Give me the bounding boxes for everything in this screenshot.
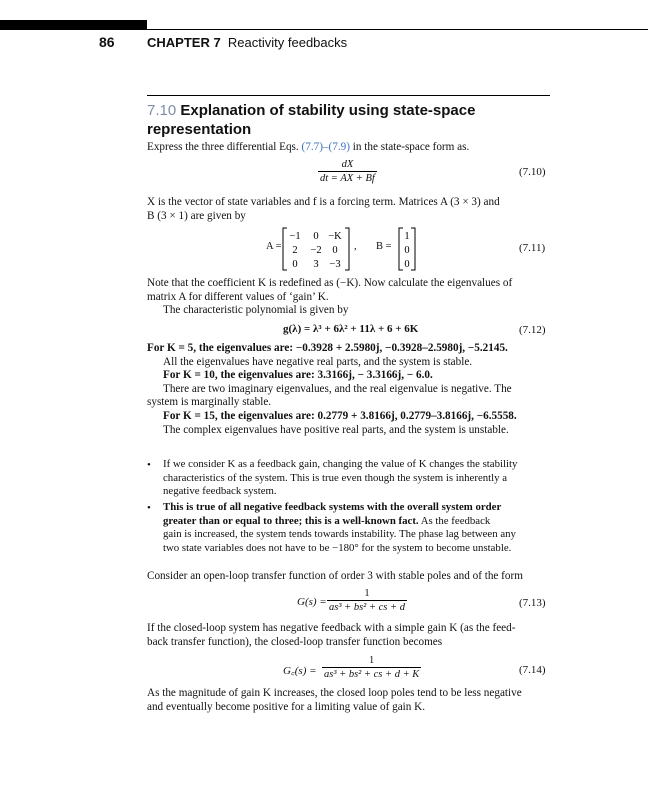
bullet-1-line3: negative feedback system. xyxy=(163,485,277,498)
matrix-a-right-bracket xyxy=(345,228,349,270)
state-vector-paragraph xyxy=(147,196,550,223)
state-vector-line2: B (3 × 1) are given by xyxy=(147,209,246,222)
matrix-b-cell: 0 xyxy=(404,259,410,270)
open-loop-paragraph: Consider an open-loop transfer function of order 3 with stable poles and of the form xyxy=(147,570,523,582)
intro-text: Express the three differential Eqs. xyxy=(147,141,302,153)
case-k15: For K = 15, the eigenvalues are: 0.2779 + 3.8166j, 0.2779–3.8166j, −6.5558. xyxy=(163,409,517,422)
coefficient-line3: The characteristic polynomial is given by xyxy=(163,304,349,317)
bullet-2-bold: greater than or equal to three; this is a well-known fact. xyxy=(163,514,419,527)
matrix-a-cell: 0 xyxy=(292,259,298,270)
chapter-title: Reactivity feedbacks xyxy=(227,35,348,50)
coefficient-line2: matrix A for different values of ‘gain’ K. xyxy=(147,290,329,303)
bullet-1-line1: If we consider K as a feedback gain, changing the value of K changes the stability xyxy=(163,458,518,470)
eq-7-13-denominator: as³ + bs² + cs + d xyxy=(329,602,405,613)
closed-loop-line1: If the closed-loop system has negative feedback with a simple gain K (as the feed- xyxy=(147,622,516,634)
closed-loop-line2: back transfer function), the closed-loop transfer function becomes xyxy=(147,635,443,648)
matrix-a-left-bracket xyxy=(283,228,287,270)
matrix-a-cell: 2 xyxy=(292,245,298,256)
closed-loop-paragraph xyxy=(147,622,550,649)
matrix-a-cell: −1 xyxy=(289,231,301,242)
eq-7-13-numerator: 1 xyxy=(327,588,407,601)
intro-text-end: in the state-space form as. xyxy=(349,141,470,153)
matrix-a-cell: −3 xyxy=(329,259,341,270)
section-rule xyxy=(147,95,550,96)
bullet-2-line3: gain is increased, the system tends towards instability. The phase lag between any xyxy=(163,528,516,541)
equation-number-7-13: (7.13) xyxy=(519,597,546,609)
matrix-a-cell: 0 xyxy=(313,231,319,242)
eq-7-10-denominator: dt = AX + Bf xyxy=(320,173,375,184)
bullet-marker: • xyxy=(147,459,151,471)
matrix-separator: , xyxy=(354,241,357,252)
section-title-line1: Explanation of stability using state-space xyxy=(180,102,476,119)
running-head xyxy=(147,35,347,50)
header-rule xyxy=(147,29,648,30)
eq-7-10-numerator: dX xyxy=(318,159,377,172)
matrix-a-cell: 0 xyxy=(332,245,338,256)
final-line2: and eventually become positive for a limiting value of gain K. xyxy=(147,700,426,713)
equation-7-10 xyxy=(318,159,377,185)
equation-number-7-10: (7.10) xyxy=(519,166,546,178)
intro-paragraph xyxy=(147,141,469,155)
eq-7-13-lhs: G(s) = xyxy=(297,596,327,608)
matrix-b-cell: 1 xyxy=(404,231,410,242)
eq-7-14-denominator: as³ + bs² + cs + d + K xyxy=(324,669,420,680)
bullet-2-line1: This is true of all negative feedback systems with the overall system order xyxy=(163,501,502,513)
page-number: 86 xyxy=(99,34,115,50)
final-line1: As the magnitude of gain K increases, the closed loop poles tend to be less negative xyxy=(147,687,522,699)
matrix-a-label: A = xyxy=(266,241,282,252)
coefficient-paragraph xyxy=(147,277,550,318)
matrix-b-left-bracket xyxy=(399,228,403,270)
matrix-a-cell: 3 xyxy=(313,259,319,270)
bullet-item-1 xyxy=(163,458,550,499)
equation-number-7-12: (7.12) xyxy=(519,324,546,336)
matrix-b xyxy=(398,227,416,271)
section-heading xyxy=(147,101,547,139)
eq-7-14-lhs: G꜀(s) = xyxy=(283,665,317,677)
equation-reference-link[interactable]: (7.7)–(7.9) xyxy=(301,141,350,153)
coefficient-line1: Note that the coefficient K is redefined as (−K). Now calculate the eigenvalues of xyxy=(147,277,513,289)
bullet-marker: • xyxy=(147,502,151,514)
equation-7-13 xyxy=(327,588,407,614)
matrix-b-cell: 0 xyxy=(404,245,410,256)
bullet-2-tail: As the feedback xyxy=(418,514,491,527)
case-k10-note: There are two imaginary eigenvalues, and the real eigenvalue is negative. The xyxy=(163,382,512,395)
matrix-a xyxy=(282,227,350,271)
matrix-a-cell: −K xyxy=(328,231,342,242)
equation-number-7-14: (7.14) xyxy=(519,664,546,676)
case-k5-note: All the eigenvalues have negative real parts, and the system is stable. xyxy=(163,355,473,368)
eq-7-14-numerator: 1 xyxy=(322,655,421,668)
bullet-1-line2: characteristics of the system. This is true even though the system is inherently a xyxy=(163,471,508,484)
header-bar xyxy=(0,20,147,30)
section-title-line2: representation xyxy=(147,121,252,138)
section-number: 7.10 xyxy=(147,102,177,119)
matrix-b-right-bracket xyxy=(411,228,415,270)
equation-number-7-11: (7.11) xyxy=(519,242,546,254)
bullet-2-line2 xyxy=(163,515,550,529)
bullet-item-2 xyxy=(163,501,550,555)
case-k5: For K = 5, the eigenvalues are: −0.3928 + 2.5980j, −0.3928–2.5980j, −5.2145. xyxy=(147,342,508,354)
eigenvalue-cases xyxy=(147,342,550,437)
equation-7-12: g(λ) = λ³ + 6λ² + 11λ + 6 + 6K xyxy=(283,323,419,335)
case-k10-note2: system is marginally stable. xyxy=(147,396,272,409)
matrix-a-cell: −2 xyxy=(310,245,322,256)
case-k10: For K = 10, the eigenvalues are: 3.3166j, − 3.3166j, − 6.0. xyxy=(163,369,433,382)
matrix-b-label: B = xyxy=(376,241,392,252)
bullet-2-line4: two state variables does not have to be −180° for the system to become unstable. xyxy=(163,541,512,554)
case-k15-note: The complex eigenvalues have positive real parts, and the system is unstable. xyxy=(163,423,509,436)
chapter-label: CHAPTER 7 xyxy=(147,35,221,50)
final-paragraph xyxy=(147,687,550,714)
state-vector-line1: X is the vector of state variables and f is a forcing term. Matrices A (3 × 3) and xyxy=(147,196,500,208)
equation-7-14 xyxy=(322,655,421,681)
